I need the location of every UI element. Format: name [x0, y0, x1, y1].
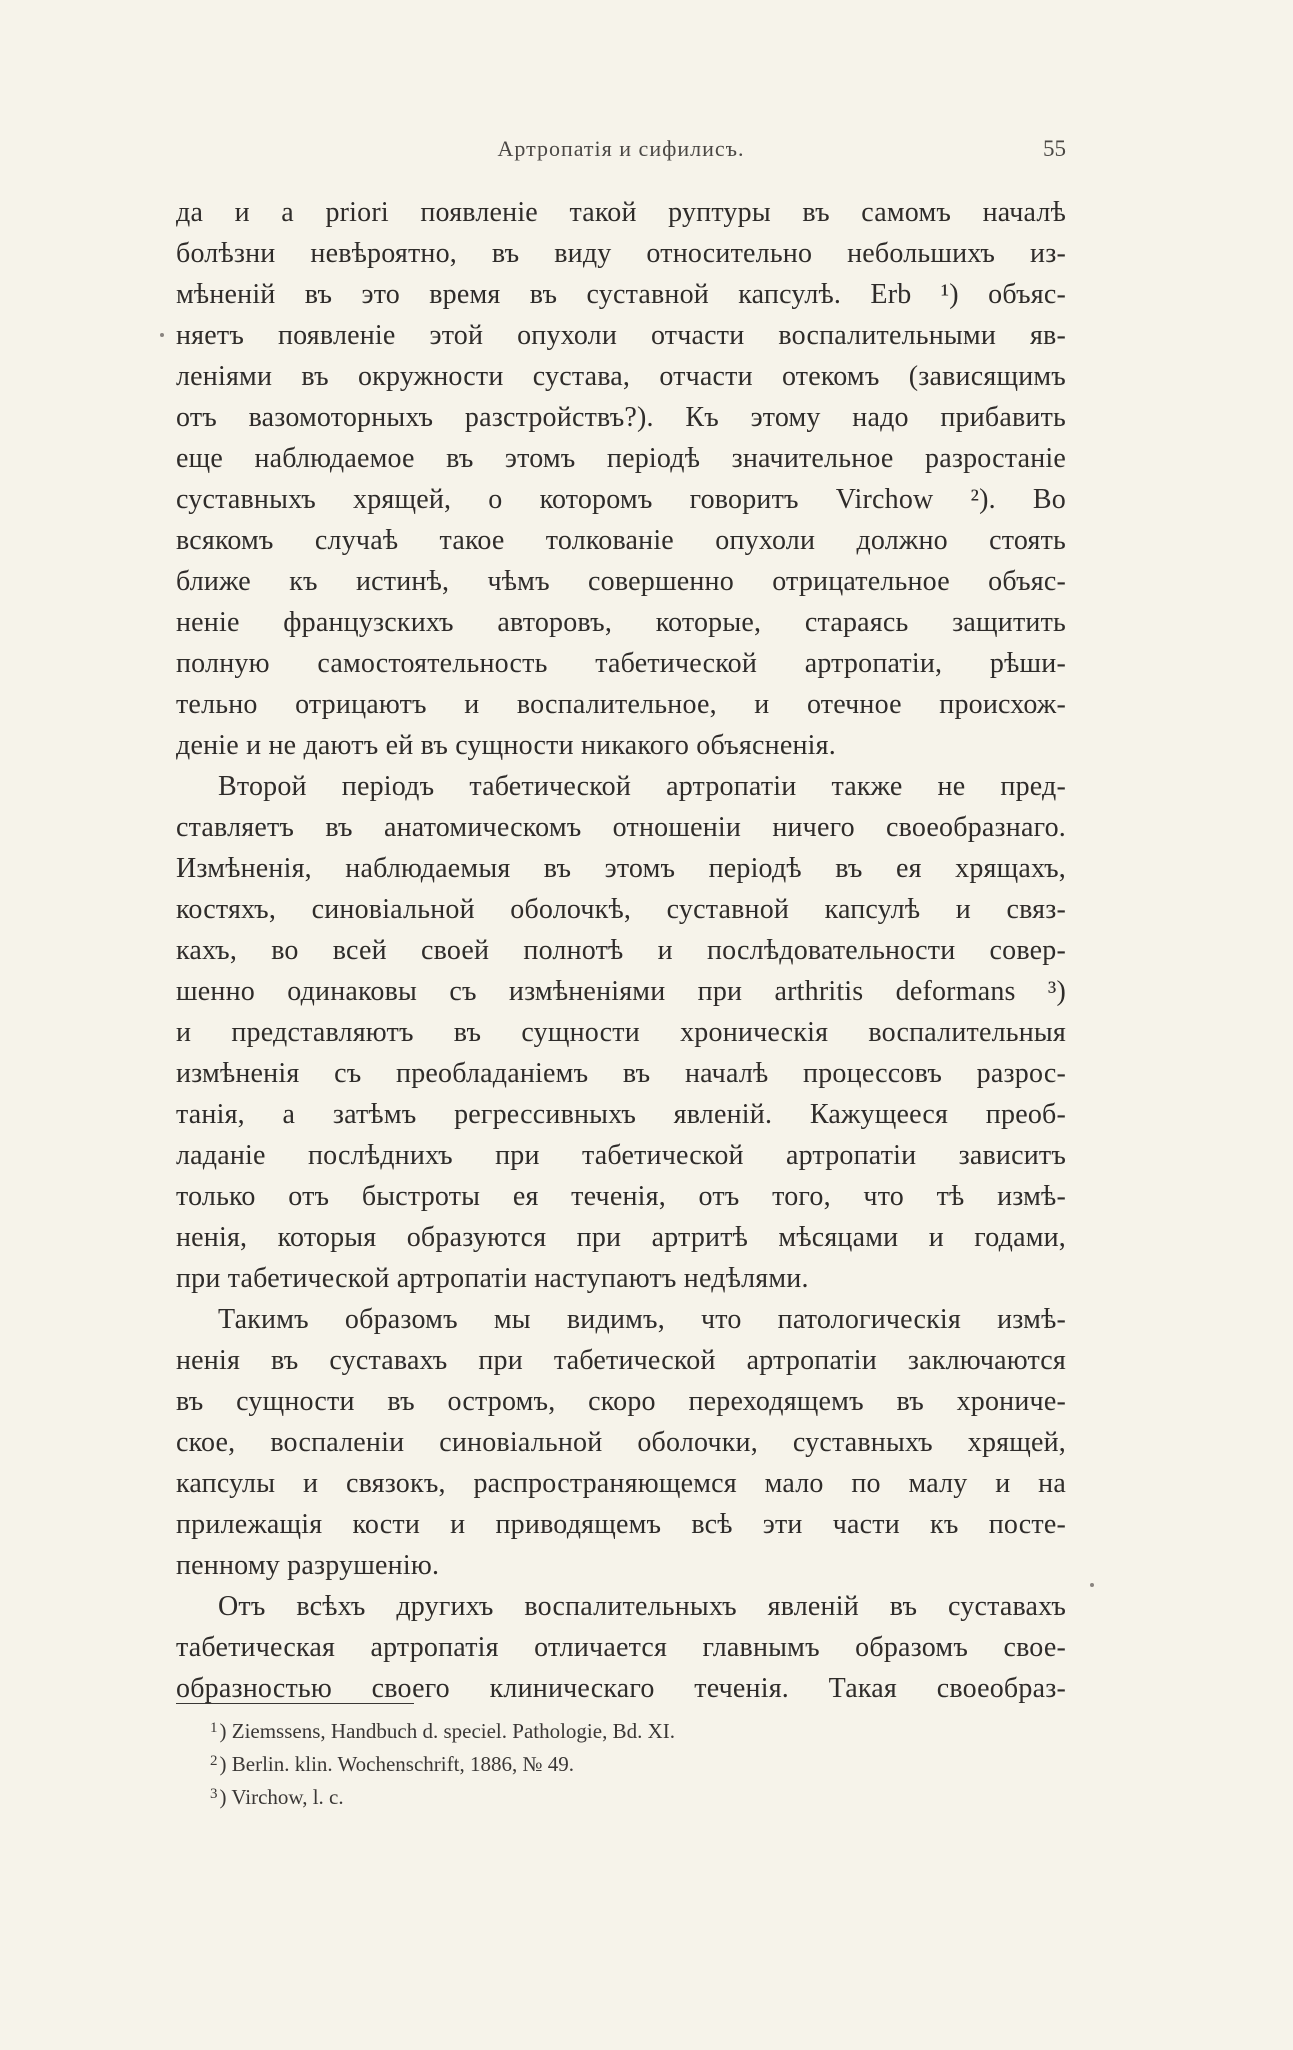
text-line: мѣненій въ это время въ суставной капсулѣ. Erb ¹) объяс- [176, 279, 1066, 310]
running-title: Артропатія и сифилисъ. [497, 136, 745, 161]
footnote-mark: 3 [210, 1786, 218, 1802]
text-line: тельно отрицаютъ и воспалительное, и отечное происхож- [176, 689, 1066, 720]
text-line: въ сущности въ остромъ, скоро переходящемъ въ хрониче- [176, 1386, 1066, 1417]
footnote-text: ) Berlin. klin. Wochenschrift, 1886, № 49. [219, 1752, 574, 1776]
text-line: ское, воспаленіи синовіальной оболочки, суставныхъ хрящей, [176, 1427, 1066, 1458]
paragraph-start-line: Такимъ образомъ мы видимъ, что патологическія измѣ- [218, 1304, 1066, 1335]
footnote [210, 1745, 970, 1778]
text-line: только отъ быстроты ея теченія, отъ того, что тѣ измѣ- [176, 1181, 1066, 1212]
footnote-text: ) Virchow, l. c. [219, 1785, 344, 1809]
footnote-mark: 2 [210, 1753, 218, 1769]
text-line: еще наблюдаемое въ этомъ періодѣ значительное разростаніе [176, 443, 1066, 474]
footnotes [210, 1712, 970, 1811]
footnote [210, 1778, 970, 1811]
text-line: при табетической артропатіи наступаютъ недѣлями. [176, 1263, 809, 1294]
text-line: няетъ появленіе этой опухоли отчасти воспалительными яв- [176, 320, 1066, 351]
page-number: 55 [1043, 136, 1066, 161]
text-line: неніе французскихъ авторовъ, которые, стараясь защитить [176, 607, 1066, 638]
body-text [176, 192, 1066, 1709]
paragraph-start-line: Отъ всѣхъ другихъ воспалительныхъ явленій въ суставахъ [218, 1591, 1066, 1622]
text-line: ставляетъ въ анатомическомъ отношеніи ничего своеобразнаго. [176, 812, 1066, 843]
text-line: деніе и не даютъ ей въ сущности никакого объясненія. [176, 730, 836, 761]
margin-speck [160, 333, 164, 337]
text-line: ближе къ истинѣ, чѣмъ совершенно отрицательное объяс- [176, 566, 1066, 597]
text-line: ненія въ суставахъ при табетической артропатіи заключаются [176, 1345, 1066, 1376]
margin-speck [1090, 1583, 1094, 1587]
footnote-divider [176, 1703, 414, 1704]
text-line: да и a priori появленіе такой руптуры въ самомъ началѣ [176, 197, 1066, 228]
footnote-text: ) Ziemssens, Handbuch d. speciel. Pathologie, Bd. XI. [219, 1719, 675, 1743]
text-line: всякомъ случаѣ такое толкованіе опухоли должно стоять [176, 525, 1066, 556]
text-line: суставныхъ хрящей, о которомъ говоритъ Virchow ²). Во [176, 484, 1066, 515]
text-line: пенному разрушенію. [176, 1550, 440, 1581]
text-line: танія, а затѣмъ регрессивныхъ явленій. Кажущееся преоб- [176, 1099, 1066, 1130]
text-line: измѣненія съ преобладаніемъ въ началѣ процессовъ разрос- [176, 1058, 1066, 1089]
text-line: ладаніе послѣднихъ при табетической артропатіи зависитъ [176, 1140, 1066, 1171]
text-line: образностью своего клиническаго теченія. Такая своеобраз- [176, 1673, 1066, 1704]
footnote [210, 1712, 970, 1745]
text-line: отъ вазомоторныхъ разстройствъ?). Къ этому надо прибавить [176, 402, 1066, 433]
text-line: болѣзни невѣроятно, въ виду относительно небольшихъ из- [176, 238, 1066, 269]
text-line: костяхъ, синовіальной оболочкѣ, суставной капсулѣ и связ- [176, 894, 1066, 925]
text-line: ненія, которыя образуются при артритѣ мѣсяцами и годами, [176, 1222, 1066, 1253]
text-line: капсулы и связокъ, распространяющемся мало по малу и на [176, 1468, 1066, 1499]
text-line: полную самостоятельность табетической артропатіи, рѣши- [176, 648, 1066, 679]
text-line: прилежащія кости и приводящемъ всѣ эти части къ посте- [176, 1509, 1066, 1540]
text-line: шенно одинаковы съ измѣненіями при arthritis deformans ³) [176, 976, 1066, 1007]
text-line: и представляютъ въ сущности хроническія воспалительныя [176, 1017, 1066, 1048]
text-line: Измѣненія, наблюдаемыя въ этомъ періодѣ въ ея хрящахъ, [176, 853, 1066, 884]
text-line: кахъ, во всей своей полнотѣ и послѣдовательности совер- [176, 935, 1066, 966]
footnote-mark: 1 [210, 1720, 218, 1736]
text-line: леніями въ окружности сустава, отчасти отекомъ (зависящимъ [176, 361, 1066, 392]
text-line: табетическая артропатія отличается главнымъ образомъ свое- [176, 1632, 1066, 1663]
paragraph-start-line: Второй періодъ табетической артропатіи также не пред- [218, 771, 1066, 802]
running-header [176, 136, 1066, 170]
